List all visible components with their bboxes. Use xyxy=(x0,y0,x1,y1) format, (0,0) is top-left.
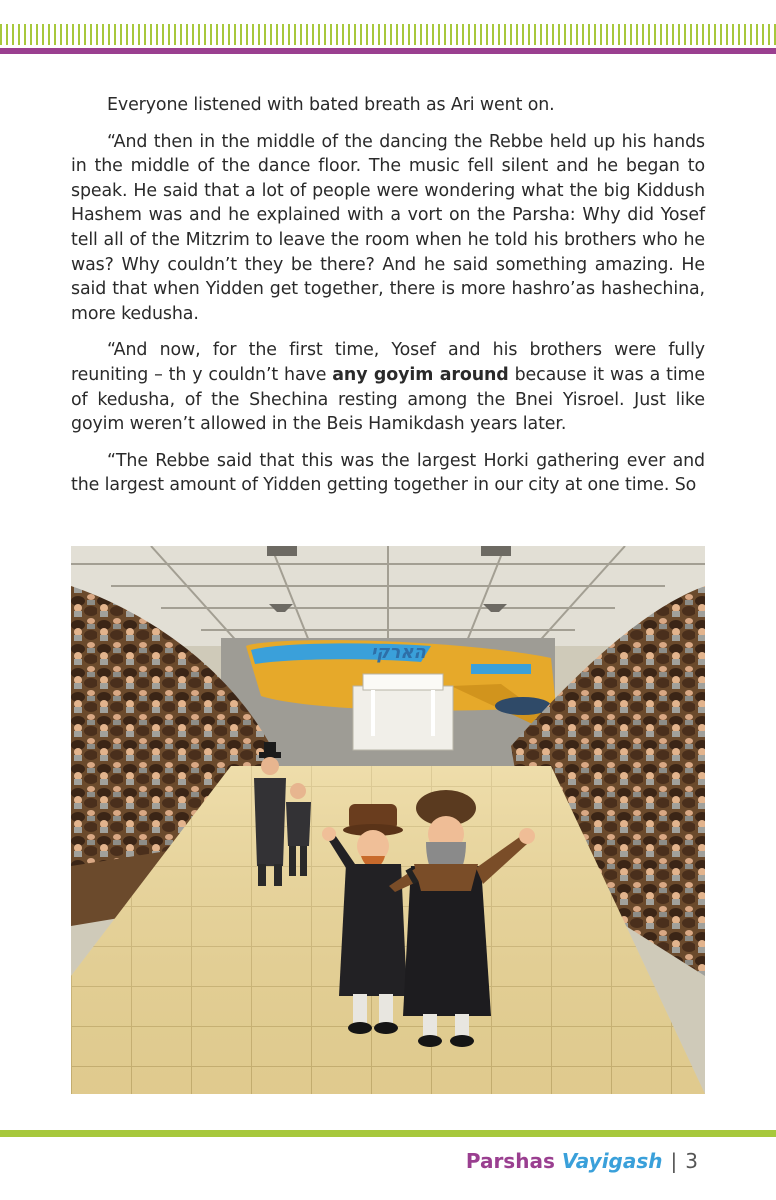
footer-separator: | xyxy=(670,1149,678,1173)
paragraph-3-bold: any goyim around xyxy=(332,364,509,385)
illustration-svg xyxy=(71,546,705,1094)
paragraph-3 xyxy=(71,338,705,436)
top-decorative-ticks xyxy=(0,24,776,45)
illustration xyxy=(71,546,705,1094)
bottom-rule xyxy=(0,1130,776,1137)
top-rule xyxy=(0,48,776,54)
chuppah-stage xyxy=(353,674,453,750)
paragraph-3-end: because it was a time of kedusha, of the Shechina resting among the Bnei Yisroel. Just like goyim weren’t allowed in the Beis Hamikdash years later. xyxy=(71,364,705,435)
footer-parshas: Parshas xyxy=(465,1149,555,1173)
plane-logo: הארקי xyxy=(371,642,426,663)
footer-parsha-name: Vayigash xyxy=(561,1149,663,1173)
page-number: 3 xyxy=(685,1149,698,1173)
story-text xyxy=(71,93,705,510)
paragraph-1: Everyone listened with bated breath as Ari went on. xyxy=(107,95,555,115)
paragraph-2: “And then in the middle of the dancing the Rebbe held up his hands in the middle of the dance floor. The music fell silent and he began to speak. He said that a lot of people were wondering what the big Kiddush Hashem was and he explained with a vort on the Parsha: Why did Yosef tell all of the Mitzrim to leave the room when he told his brothers who he was? Why couldn’t they be there? And he said something amazing. He said that when Yidden get together, there is more hashro’as hashechina, more kedusha. xyxy=(71,131,705,324)
paragraph-4: “The Rebbe said that this was the largest Horki gathering ever and the largest amount of Yidden getting together in our city at one time. So xyxy=(71,450,705,496)
page-footer xyxy=(466,1146,698,1176)
paragraph-3-start: “And now, for the first time, Yosef and his brothers were fully reuniting – th y couldn’t have xyxy=(71,340,705,385)
